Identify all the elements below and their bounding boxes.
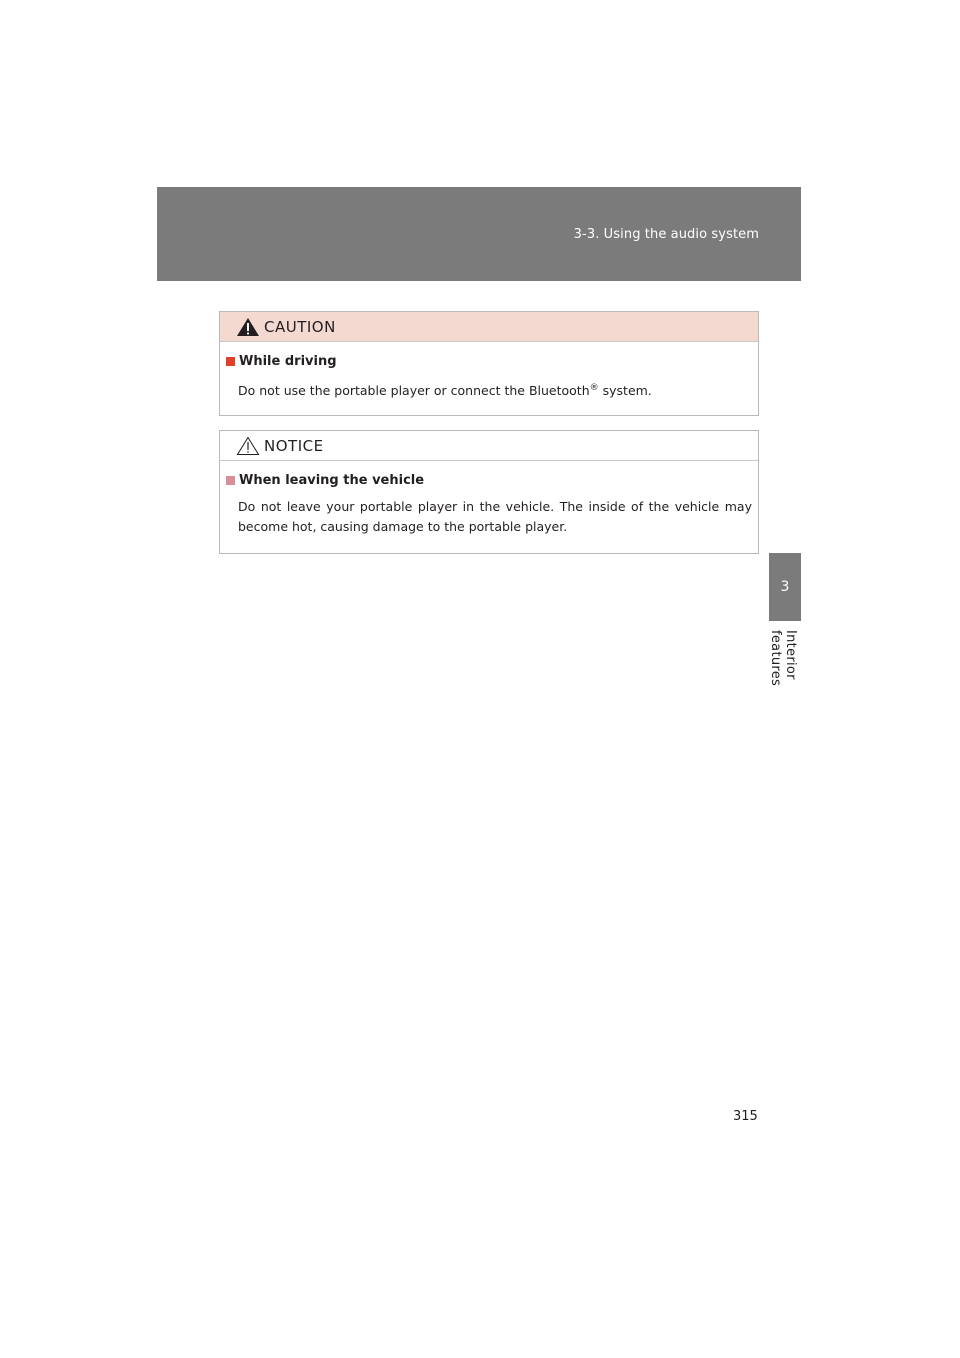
notice-text: Do not leave your portable player in the vehicle. The inside of the vehicle may become hot, causing damage to the portable player. — [238, 499, 752, 534]
chapter-label: Interior features — [768, 630, 798, 687]
bullet-square-icon — [226, 476, 235, 485]
warning-triangle-icon — [236, 317, 260, 337]
notice-heading — [226, 473, 752, 488]
notice-box — [219, 430, 759, 554]
section-header-band — [157, 187, 801, 281]
caution-header — [220, 312, 758, 342]
caution-label: CAUTION — [264, 317, 336, 336]
notice-header — [220, 431, 758, 461]
notice-label: NOTICE — [264, 436, 324, 455]
caution-heading-text: While driving — [239, 354, 337, 369]
bullet-square-icon — [226, 357, 235, 366]
page-number: 315 — [733, 1109, 758, 1124]
notice-triangle-icon — [236, 436, 260, 456]
registered-mark: ® — [589, 383, 599, 393]
caution-heading — [226, 354, 752, 369]
caution-text: Do not use the portable player or connect the Bluetooth® system. — [238, 383, 652, 399]
notice-heading-text: When leaving the vehicle — [239, 473, 425, 488]
chapter-tab — [769, 553, 801, 621]
section-title: 3-3. Using the audio system — [573, 227, 759, 242]
chapter-number: 3 — [780, 579, 790, 595]
caution-box — [219, 311, 759, 416]
